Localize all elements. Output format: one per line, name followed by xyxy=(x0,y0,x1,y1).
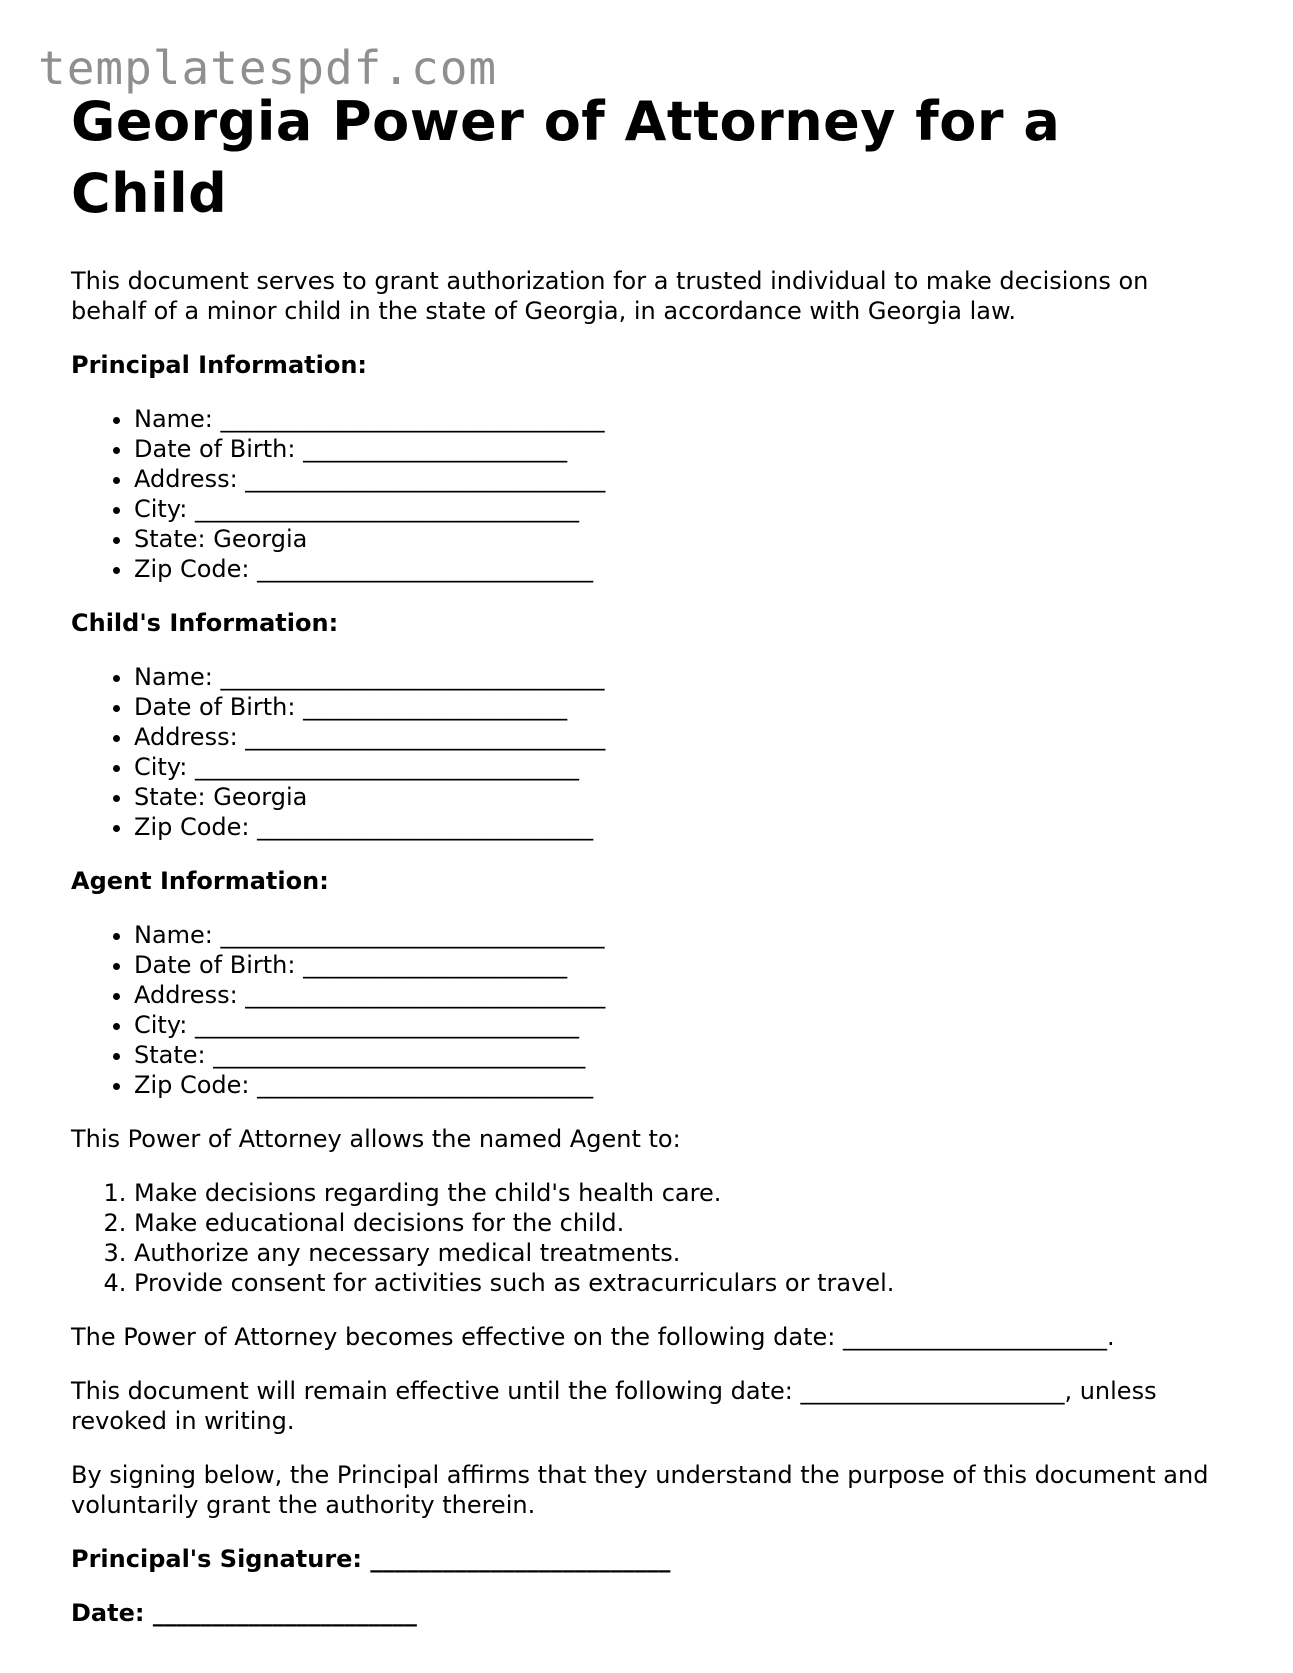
agent-state-field: • State: _______________________________ xyxy=(134,1040,1221,1070)
agent-dob-field: • Date of Birth: ______________________ xyxy=(134,950,1221,980)
agent-name-field: • Name: ________________________________ xyxy=(134,920,1221,950)
document-title: Georgia Power of Attorney for a Child xyxy=(71,90,1061,225)
principal-address-field: • Address: ______________________________ xyxy=(134,464,1221,494)
powers-intro: This Power of Attorney allows the named Agent to: xyxy=(71,1125,681,1153)
principal-dob-field: • Date of Birth: ______________________ xyxy=(134,434,1221,464)
power-item: 1. Make decisions regarding the child's health care. xyxy=(134,1178,1221,1208)
powers-list xyxy=(71,1178,1221,1298)
child-city-field: • City: ________________________________ xyxy=(134,752,1221,782)
child-dob-field: • Date of Birth: ______________________ xyxy=(134,692,1221,722)
principal-heading: Principal Information: xyxy=(71,351,368,379)
principal-list xyxy=(71,404,1221,584)
effective-date-line: The Power of Attorney becomes effective on the following date: ______________________. xyxy=(71,1323,1115,1351)
child-name-field: • Name: ________________________________ xyxy=(134,662,1221,692)
intro-paragraph: This document serves to grant authorization for a trusted individual to make decisions on behalf of a minor child in the state of Georgia, in accordance with Georgia law. xyxy=(71,267,1149,325)
child-list xyxy=(71,662,1221,842)
principal-zip-field: • Zip Code: ____________________________ xyxy=(134,554,1221,584)
principal-signature-line: Principal's Signature: _________________________ xyxy=(71,1545,671,1573)
child-address-field: • Address: ______________________________ xyxy=(134,722,1221,752)
child-heading: Child's Information: xyxy=(71,609,339,637)
signature-date-line: Date: ______________________ xyxy=(71,1599,417,1627)
agent-list xyxy=(71,920,1221,1100)
principal-name-field: • Name: ________________________________ xyxy=(134,404,1221,434)
child-zip-field: • Zip Code: ____________________________ xyxy=(134,812,1221,842)
agent-address-field: • Address: ______________________________ xyxy=(134,980,1221,1010)
principal-state-field: • State: Georgia xyxy=(134,524,1221,554)
child-state-field: • State: Georgia xyxy=(134,782,1221,812)
watermark: templatespdf.com xyxy=(38,41,498,95)
principal-city-field: • City: ________________________________ xyxy=(134,494,1221,524)
agent-city-field: • City: ________________________________ xyxy=(134,1010,1221,1040)
document-page xyxy=(71,86,1221,1628)
agent-heading: Agent Information: xyxy=(71,867,329,895)
affirmation-paragraph: By signing below, the Principal affirms that they understand the purpose of this document and voluntarily grant the authority therein. xyxy=(71,1461,1209,1519)
power-item: 4. Provide consent for activities such as extracurriculars or travel. xyxy=(134,1268,1221,1298)
until-date-line: This document will remain effective until the following date: ______________________, unless revoked in writing. xyxy=(71,1377,1157,1435)
power-item: 3. Authorize any necessary medical treatments. xyxy=(134,1238,1221,1268)
agent-zip-field: • Zip Code: ____________________________ xyxy=(134,1070,1221,1100)
power-item: 2. Make educational decisions for the child. xyxy=(134,1208,1221,1238)
